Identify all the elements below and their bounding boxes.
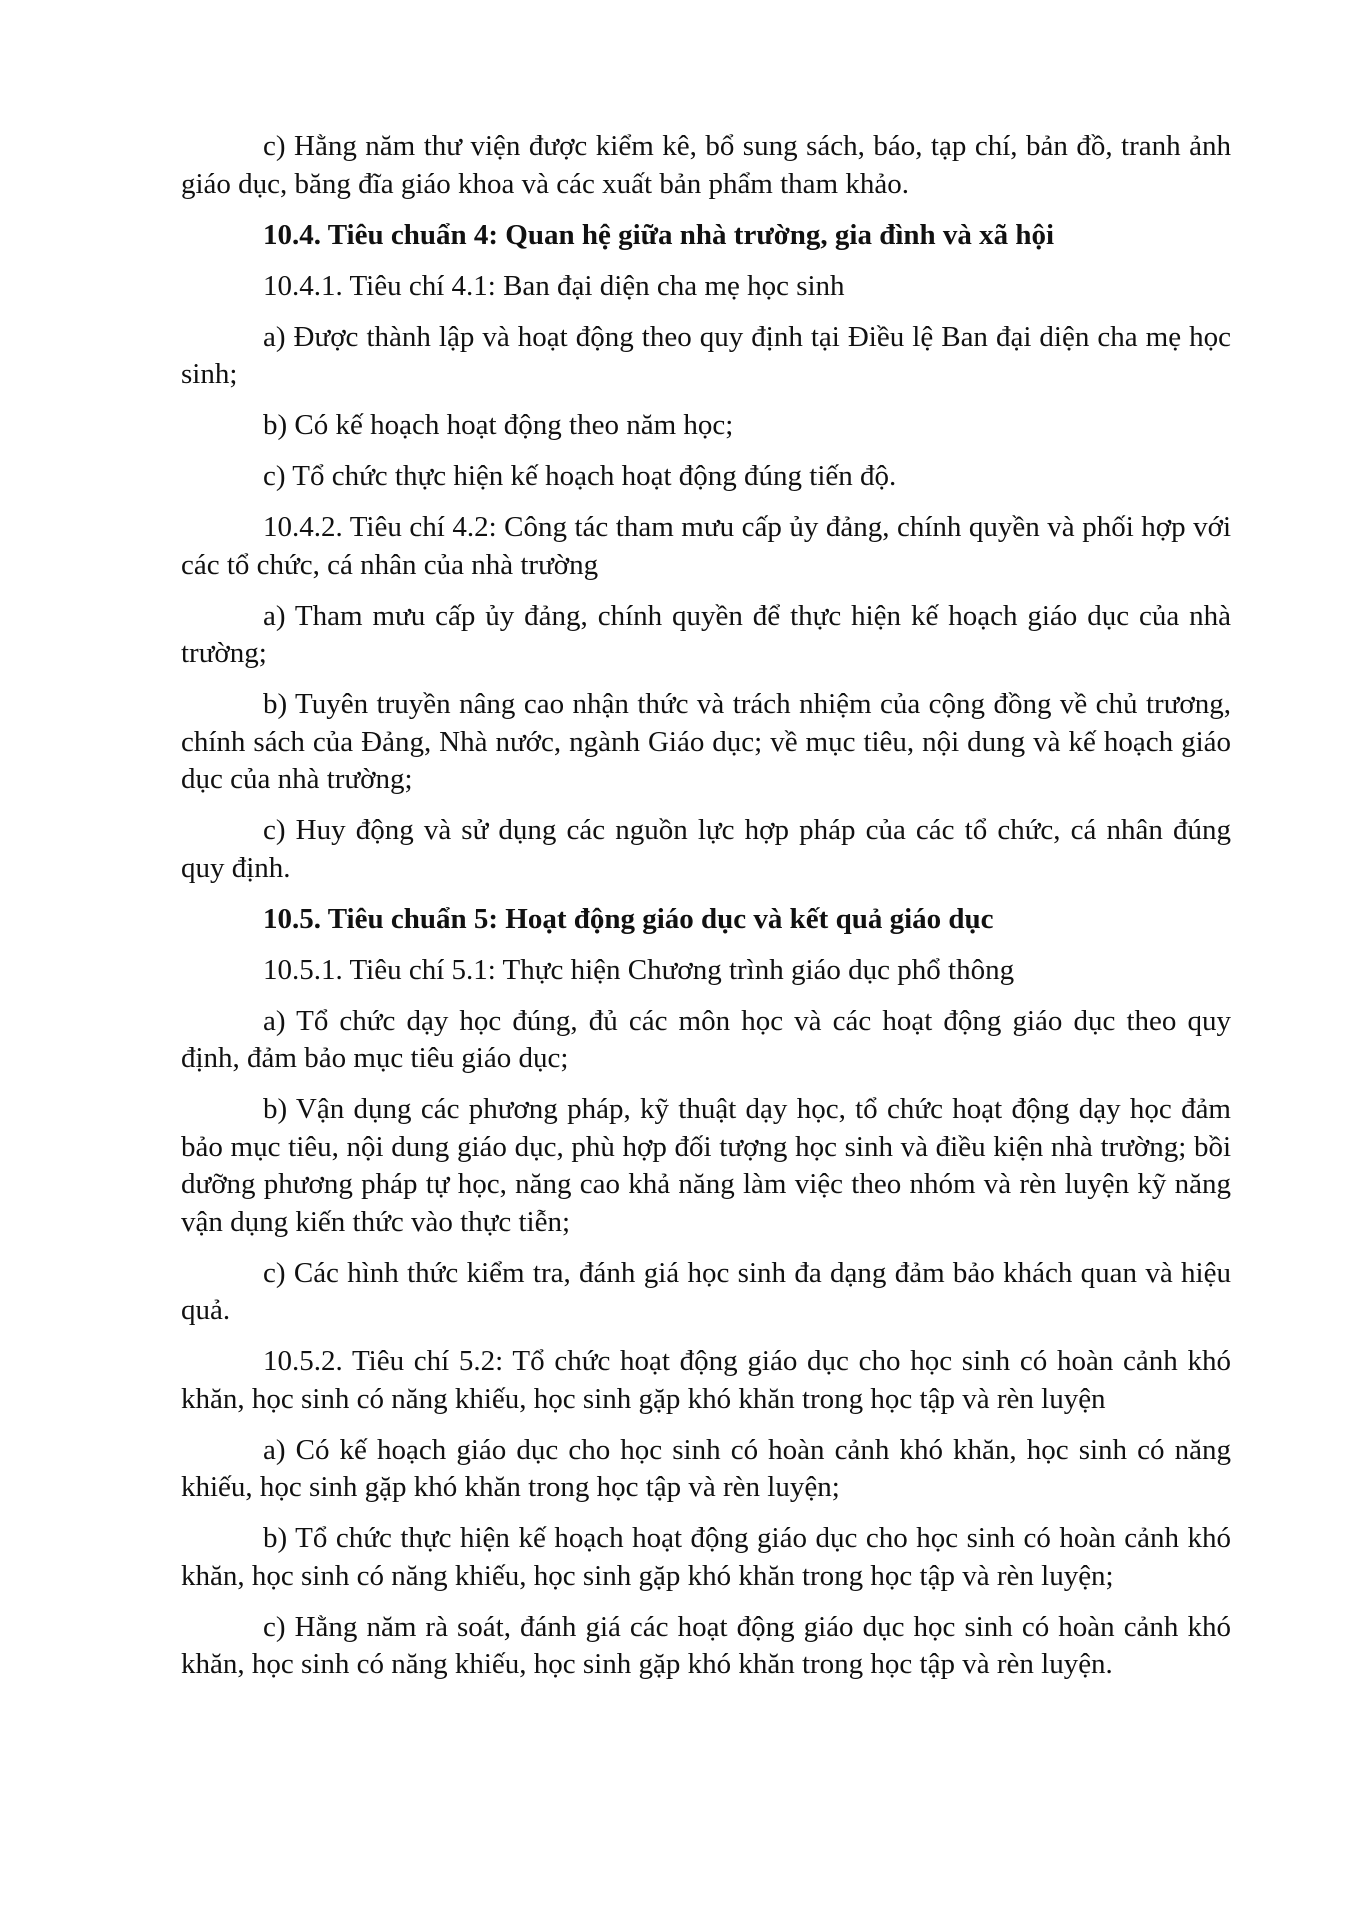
paragraph-library-inventory: c) Hằng năm thư viện được kiểm kê, bổ sung sách, báo, tạp chí, bản đồ, tranh ảnh giáo dục, băng đĩa giáo khoa và các xuất bản phẩm tham khảo.: [181, 130, 1231, 200]
heading-standard-4: 10.4. Tiêu chuẩn 4: Quan hệ giữa nhà trường, gia đình và xã hội: [263, 218, 1055, 251]
criterion-5-2-title: 10.5.2. Tiêu chí 5.2: Tổ chức hoạt động giáo dục cho học sinh có hoàn cảnh khó khăn, học sinh có năng khiếu, học sinh gặp khó khăn trong học tập và rèn luyện: [181, 1345, 1231, 1415]
document-page: [181, 128, 1231, 1697]
criterion-5-2-item-b: b) Tổ chức thực hiện kế hoạch hoạt động giáo dục cho học sinh có hoàn cảnh khó khăn, học sinh có năng khiếu, học sinh gặp khó khăn trong học tập và rèn luyện;: [181, 1522, 1231, 1592]
criterion-5-2-item-c: c) Hằng năm rà soát, đánh giá các hoạt động giáo dục học sinh có hoàn cảnh khó khăn, học sinh có năng khiếu, học sinh gặp khó khăn trong học tập và rèn luyện.: [181, 1610, 1231, 1680]
criterion-4-2-item-c: c) Huy động và sử dụng các nguồn lực hợp pháp của các tổ chức, cá nhân đúng quy định.: [181, 814, 1231, 884]
criterion-5-1-item-a: a) Tổ chức dạy học đúng, đủ các môn học và các hoạt động giáo dục theo quy định, đảm bảo mục tiêu giáo dục;: [181, 1004, 1231, 1074]
criterion-5-1-title: 10.5.1. Tiêu chí 5.1: Thực hiện Chương trình giáo dục phổ thông: [263, 953, 1015, 986]
criterion-4-2-item-a: a) Tham mưu cấp ủy đảng, chính quyền để thực hiện kế hoạch giáo dục của nhà trường;: [181, 599, 1231, 669]
criterion-4-1-item-a: a) Được thành lập và hoạt động theo quy định tại Điều lệ Ban đại diện cha mẹ học sinh;: [181, 320, 1231, 390]
criterion-4-1-item-c: c) Tổ chức thực hiện kế hoạch hoạt động đúng tiến độ.: [263, 460, 897, 492]
criterion-5-1-item-c: c) Các hình thức kiểm tra, đánh giá học sinh đa dạng đảm bảo khách quan và hiệu quả.: [181, 1256, 1231, 1326]
heading-standard-5: 10.5. Tiêu chuẩn 5: Hoạt động giáo dục và kết quả giáo dục: [263, 902, 994, 935]
criterion-4-2-item-b: b) Tuyên truyền nâng cao nhận thức và trách nhiệm của cộng đồng về chủ trương, chính sách của Đảng, Nhà nước, ngành Giáo dục; về mục tiêu, nội dung và kế hoạch giáo dục của nhà trường;: [181, 688, 1231, 795]
criterion-4-2-title: 10.4.2. Tiêu chí 4.2: Công tác tham mưu cấp ủy đảng, chính quyền và phối hợp với các tổ chức, cá nhân của nhà trường: [181, 511, 1231, 581]
criterion-5-2-item-a: a) Có kế hoạch giáo dục cho học sinh có hoàn cảnh khó khăn, học sinh có năng khiếu, học sinh gặp khó khăn trong học tập và rèn luyện;: [181, 1433, 1231, 1503]
criterion-4-1-title: 10.4.1. Tiêu chí 4.1: Ban đại diện cha mẹ học sinh: [263, 269, 845, 302]
criterion-5-1-item-b: b) Vận dụng các phương pháp, kỹ thuật dạy học, tổ chức hoạt động dạy học đảm bảo mục tiêu, nội dung giáo dục, phù hợp đối tượng học sinh và điều kiện nhà trường; bồi dưỡng phương pháp tự học, năng cao khả năng làm việc theo nhóm và rèn luyện kỹ năng vận dụng kiến thức vào thực tiễn;: [181, 1093, 1231, 1238]
criterion-4-1-item-b: b) Có kế hoạch hoạt động theo năm học;: [263, 409, 734, 441]
